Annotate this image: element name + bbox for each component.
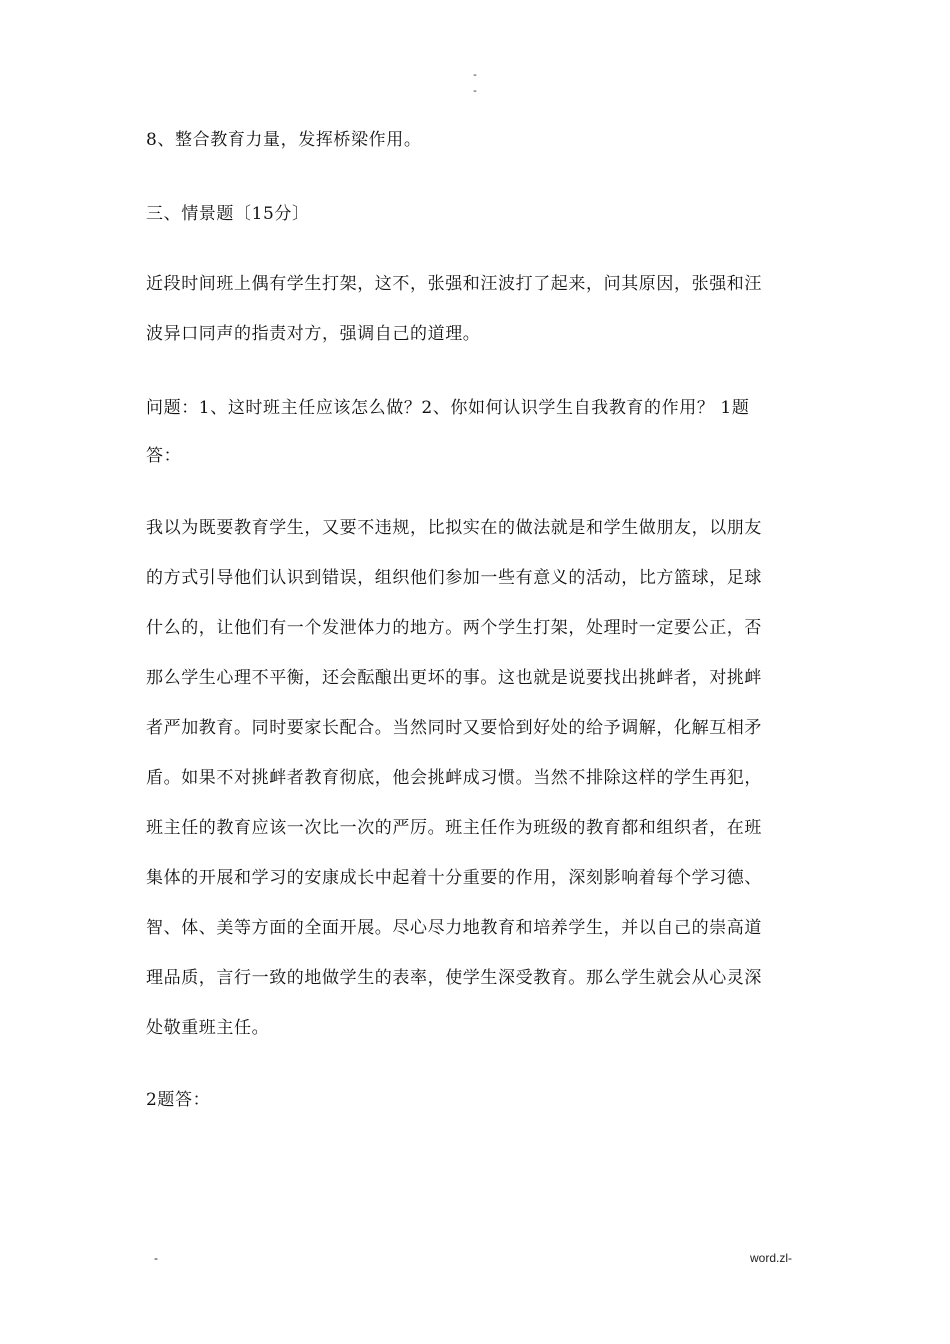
question-line: 答： xyxy=(146,446,182,466)
answer-paragraph-line: 智、体、美等方面的全面开展。尽心尽力地教育和培养学生，并以自己的崇高道 xyxy=(146,918,762,938)
answer-paragraph-line: 处敬重班主任。 xyxy=(146,1018,270,1038)
header-dash-top: - xyxy=(473,69,477,81)
header-dash-bottom: - xyxy=(473,85,477,97)
answer-paragraph-line: 的方式引导他们认识到错误，组织他们参加一些有意义的活动，比方篮球，足球 xyxy=(146,568,762,588)
answer-paragraph-line: 什么的，让他们有一个发泄体力的地方。两个学生打架，处理时一定要公正，否 xyxy=(146,618,762,638)
list-item-8: 8、整合教育力量，发挥桥梁作用。 xyxy=(146,130,422,150)
answer-paragraph-line: 盾。如果不对挑衅者教育彻底，他会挑衅成习惯。当然不排除这样的学生再犯， xyxy=(146,768,762,788)
question-line: 问题：1、这时班主任应该怎么做？2、你如何认识学生自我教育的作用？ 1题 xyxy=(146,398,750,418)
footer-source: word.zl- xyxy=(749,1251,792,1265)
answer-2-heading: 2题答： xyxy=(146,1090,211,1110)
answer-paragraph-line: 那么学生心理不平衡，还会酝酿出更坏的事。这也就是说要找出挑衅者，对挑衅 xyxy=(146,668,762,688)
answer-paragraph-line: 理品质，言行一致的地做学生的表率，使学生深受教育。那么学生就会从心灵深 xyxy=(146,968,762,988)
section-heading-scenario: 三、情景题〔15分〕 xyxy=(146,204,310,224)
answer-paragraph-line: 者严加教育。同时要家长配合。当然同时又要恰到好处的给予调解，化解互相矛 xyxy=(146,718,762,738)
answer-paragraph-line: 班主任的教育应该一次比一次的严厉。班主任作为班级的教育都和组织者，在班 xyxy=(146,818,762,838)
footer-left-mark: - xyxy=(154,1251,158,1265)
scenario-paragraph-line: 近段时间班上偶有学生打架，这不，张强和汪波打了起来，问其原因，张强和汪 xyxy=(146,274,762,294)
answer-paragraph-line: 我以为既要教育学生，又要不违规，比拟实在的做法就是和学生做朋友，以朋友 xyxy=(146,518,762,538)
scenario-paragraph-line: 波异口同声的指责对方，强调自己的道理。 xyxy=(146,324,481,344)
answer-paragraph-line: 集体的开展和学习的安康成长中起着十分重要的作用，深刻影响着每个学习德、 xyxy=(146,868,762,888)
